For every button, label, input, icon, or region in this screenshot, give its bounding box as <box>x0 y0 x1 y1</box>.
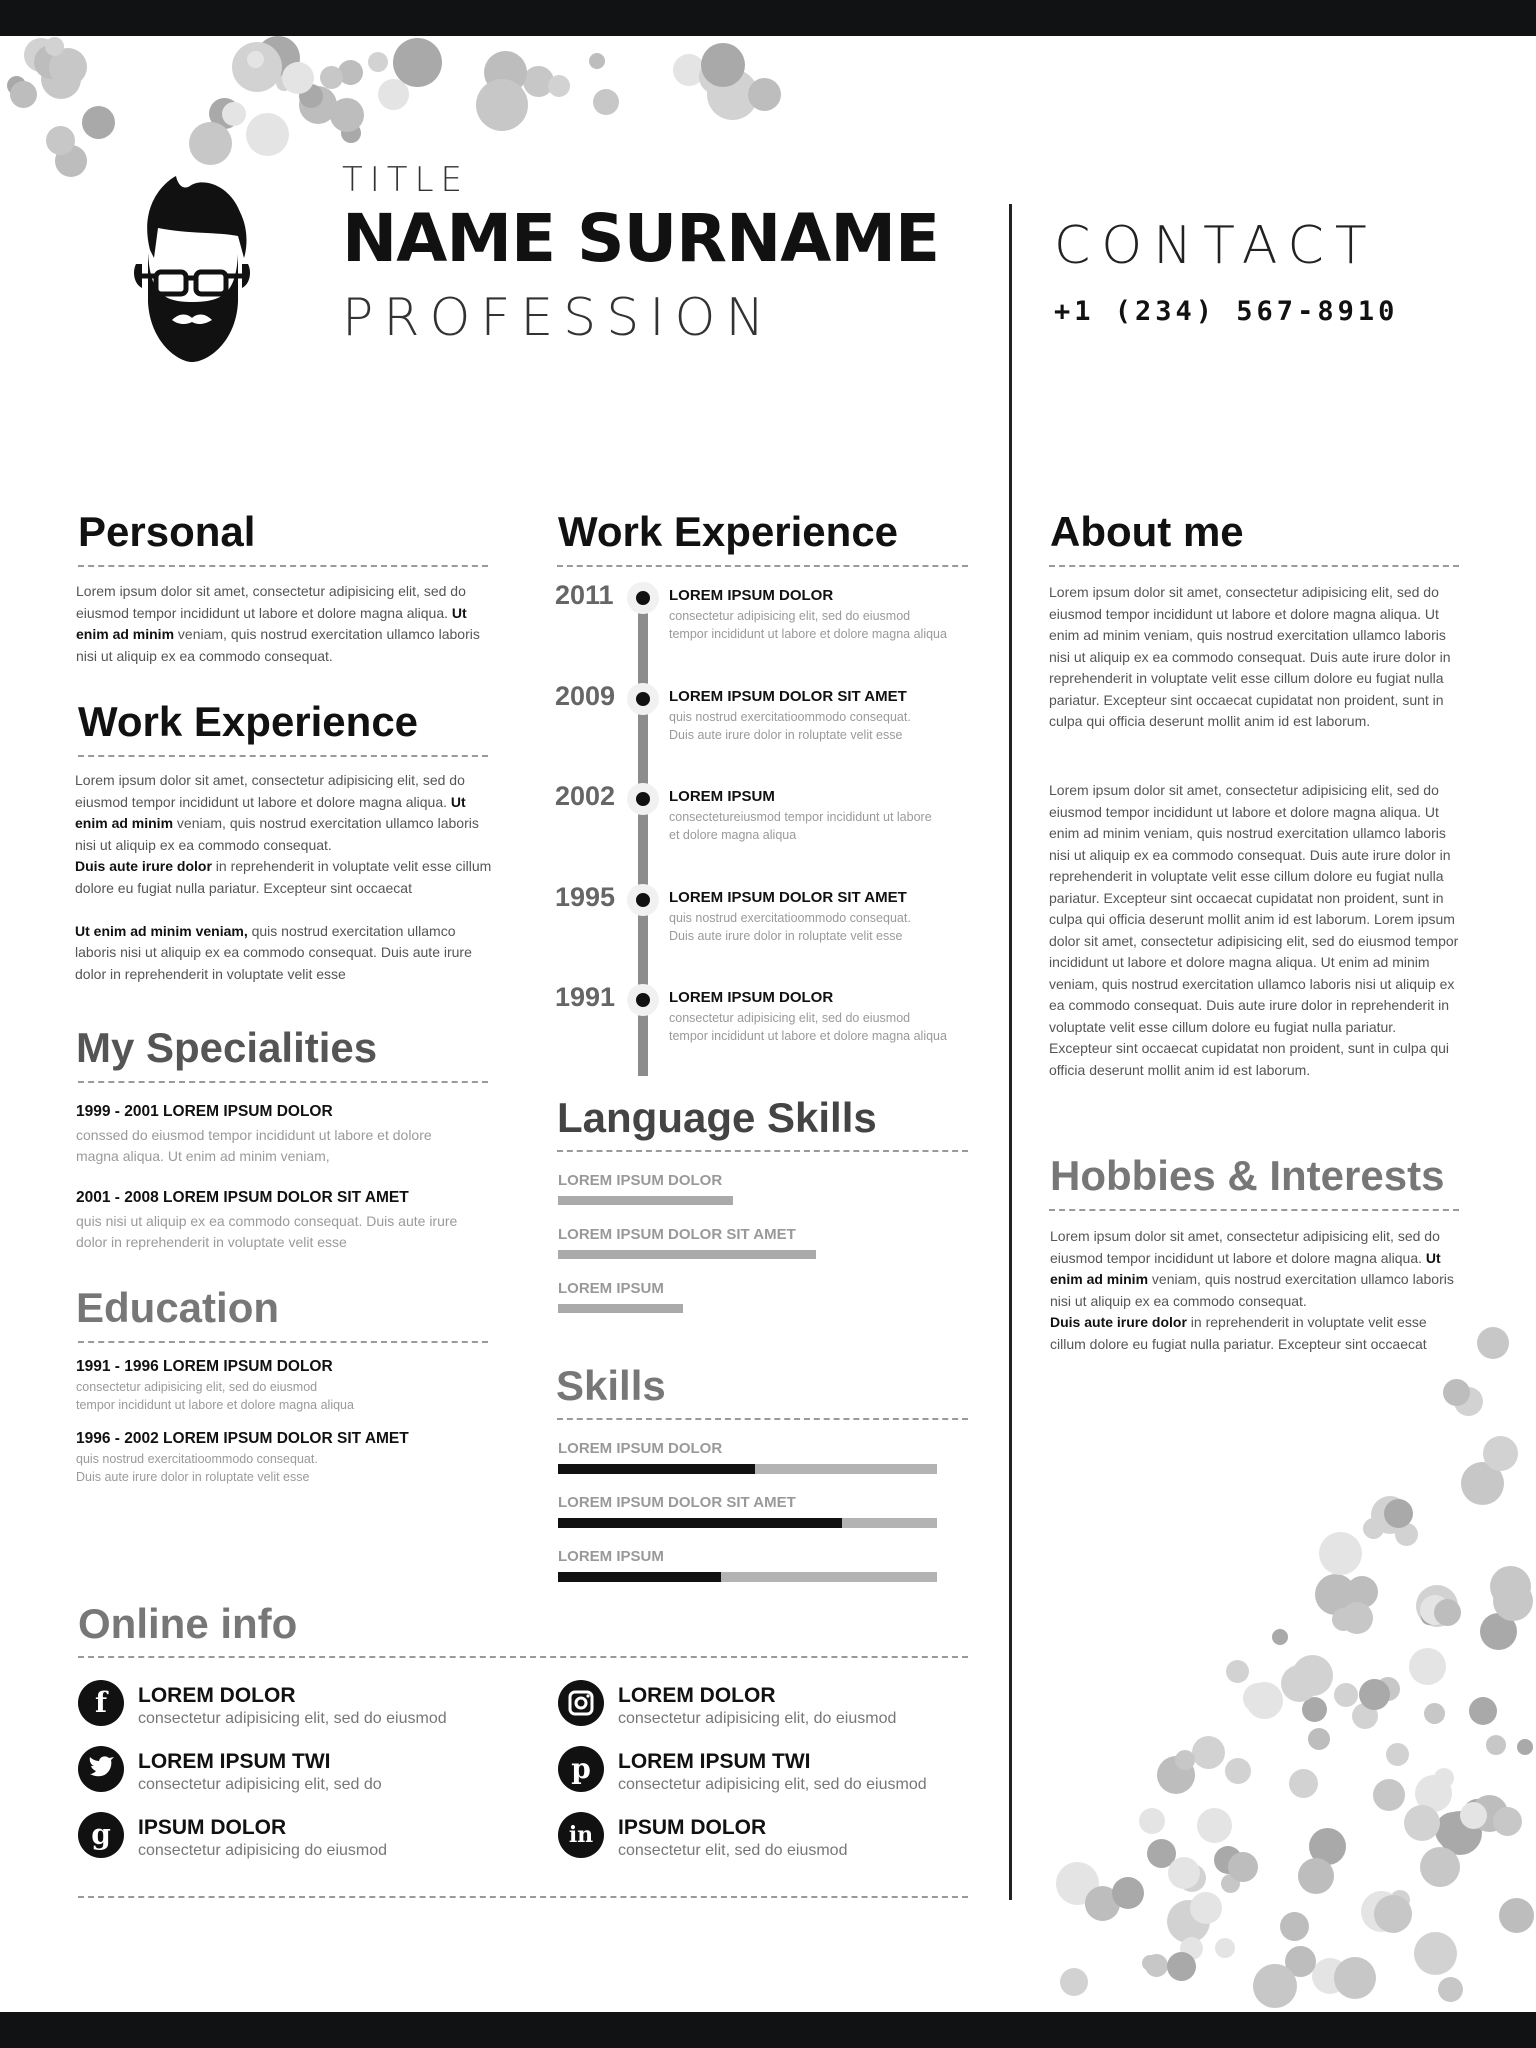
bubble <box>593 89 619 115</box>
bubble <box>1438 1977 1463 2002</box>
online-item-title: LOREM DOLOR <box>618 1684 776 1707</box>
work-experience-divider-left <box>78 755 488 757</box>
work-experience-divider <box>557 565 968 567</box>
google-plus-icon-glyph: g <box>91 1818 111 1851</box>
online-item-text: consectetur adipisicing elit, sed do <box>138 1776 382 1793</box>
skill-label: LOREM IPSUM <box>558 1548 664 1565</box>
online-info-divider <box>78 1656 968 1658</box>
bubble <box>1443 1379 1470 1406</box>
timeline-text: consectetur adipisicing elit, sed do eiusmod <box>669 609 911 623</box>
bubble <box>1292 1655 1333 1696</box>
facebook-icon <box>78 1680 124 1726</box>
bubble <box>1139 1808 1165 1834</box>
bubble <box>1167 1952 1196 1981</box>
timeline-dot <box>627 582 659 614</box>
speciality-text: conssed do eiusmod tempor incididunt ut labore et dolore magna aliqua. Ut enim ad minim veniam, <box>76 1127 432 1164</box>
bubble <box>1112 1877 1144 1909</box>
timeline-text: consectetureiusmod tempor incididunt ut labore <box>669 810 932 824</box>
bubble <box>1434 1599 1461 1626</box>
timeline-text: quis nostrud exercitatioommodo consequat. <box>669 710 911 724</box>
timeline-year: 1995 <box>555 882 616 912</box>
education-heading: Education <box>76 1284 280 1331</box>
speciality-title: 1999 - 2001 LOREM IPSUM DOLOR <box>76 1103 333 1120</box>
skill-fill <box>558 1572 721 1582</box>
bubble <box>1190 1892 1222 1924</box>
skill-fill <box>558 1518 842 1528</box>
online-item-title: LOREM IPSUM TWI <box>138 1750 331 1773</box>
personal-heading: Personal <box>78 508 256 555</box>
online-info-heading: Online info <box>78 1600 298 1647</box>
profession: PROFESSION <box>342 288 775 348</box>
skill-track <box>558 1518 937 1528</box>
bubble <box>548 75 570 97</box>
online-item-title: IPSUM DOLOR <box>138 1816 287 1839</box>
skill-fill <box>558 1464 755 1474</box>
bubble <box>1142 1955 1158 1971</box>
speciality-entry <box>76 1189 496 1253</box>
education-title: 1996 - 2002 LOREM IPSUM DOLOR SIT AMET <box>76 1430 409 1447</box>
work-experience-text-left: Lorem ipsum dolor sit amet, consectetur adipisicing elit, sed do eiusmod tempor incididunt ut labore et dolore magna aliqua. Ut enim ad minim veniam, quis nostrud exercitation ullamco laboris nisi ut aliquip ex ea commodo consequat. Duis aute irure dolor in reprehenderit in voluptate velit esse cillum dolore eu fugiat nulla pariatur. Excepteur sint occaecat Ut enim ad minim veniam, quis nostrud exercitation ullamco laboris nisi ut aliquip ex ea commodo consequat. Duis aute irure dolor in reprehenderit in voluptate velit esse <box>75 772 492 982</box>
bubble <box>1308 1728 1330 1750</box>
timeline-year: 2011 <box>555 580 614 610</box>
timeline-dot <box>627 683 659 715</box>
timeline-text: Duis aute irure dolor in roluptate velit esse <box>669 728 903 742</box>
timeline-text: Duis aute irure dolor in roluptate velit esse <box>669 929 903 943</box>
bubble <box>368 52 388 72</box>
online-item-text: consectetur adipisicing elit, sed do eiusmod <box>138 1710 447 1727</box>
bubble <box>1493 1581 1533 1621</box>
skills-heading: Skills <box>556 1362 666 1409</box>
about-paragraph: Lorem ipsum dolor sit amet, consectetur adipisicing elit, sed do eiusmod tempor incididunt ut labore et dolore magna aliqua. Ut enim ad minim veniam, quis nostrud exercitation ullamco laboris nisi ut aliquip ex ea commodo consequat. Duis aute irure dolor in reprehenderit in voluptate velit esse cillum dolore eu fugiat nulla pariatur. Excepteur sint occaecat cupidatat non proident, sunt in culpa qui officia deserunt mollit anim id est laborum. Lorem ipsum dolor sit amet, consectetur adipisicing elit, sed do eiusmod tempor incididunt ut labore et dolore magna aliqua. Ut enim ad minim veniam, quis nostrud exercitation ullamco laboris nisi ut aliquip ex ea commodo consequat. Duis aute irure dolor in reprehenderit in voluptate velit esse cillum dolore eu fugiat nulla pariatur. Excepteur sint occaecat cupidatat non proident, sunt in culpa qui officia deserunt mollit anim id est laborum. <box>1049 782 1459 1078</box>
bubble <box>701 43 745 87</box>
education-entry <box>76 1430 496 1486</box>
bubble <box>1298 1858 1334 1894</box>
pinterest-icon <box>558 1746 604 1792</box>
bubble <box>1374 1895 1412 1933</box>
bubble <box>1175 1750 1195 1770</box>
bubble <box>1386 1743 1409 1766</box>
bubble <box>1321 1540 1340 1559</box>
bubble <box>1253 1964 1297 2008</box>
google-plus-icon <box>78 1812 124 1858</box>
timeline-title: LOREM IPSUM DOLOR <box>669 587 834 604</box>
bubble <box>748 78 781 111</box>
speciality-text: quis nisi ut aliquip ex ea commodo consequat. Duis aute irure dolor in reprehenderit in voluptate velit esse <box>76 1213 458 1250</box>
education-divider <box>78 1341 488 1343</box>
education-line: consectetur adipisicing elit, sed do eiusmod <box>76 1380 318 1394</box>
language-skill-bar <box>558 1196 733 1205</box>
bubble <box>1483 1436 1518 1471</box>
skill-label: LOREM IPSUM DOLOR SIT AMET <box>558 1494 796 1511</box>
linkedin-icon <box>558 1812 604 1858</box>
bubble <box>1409 1648 1446 1685</box>
bubble <box>10 81 37 108</box>
bubble <box>189 122 232 165</box>
timeline-text: consectetur adipisicing elit, sed do eiusmod <box>669 1011 911 1025</box>
bubble <box>1404 1805 1440 1841</box>
bubble <box>1359 1679 1390 1710</box>
bubble <box>1517 1739 1533 1755</box>
online-item-title: IPSUM DOLOR <box>618 1816 767 1839</box>
language-skills-heading: Language Skills <box>557 1094 877 1141</box>
bubble <box>1192 1736 1225 1769</box>
education-line: Duis aute irure dolor in roluptate velit esse <box>76 1470 310 1484</box>
bubble <box>1272 1629 1288 1645</box>
contact-heading: CONTACT <box>1054 216 1378 276</box>
timeline-title: LOREM IPSUM <box>669 788 775 805</box>
skills-divider <box>557 1418 968 1420</box>
linkedin-icon-glyph: in <box>568 1822 594 1848</box>
bubble <box>1477 1327 1509 1359</box>
about-divider <box>1049 565 1459 567</box>
timeline-title: LOREM IPSUM DOLOR SIT AMET <box>669 688 907 705</box>
instagram-icon <box>558 1680 604 1726</box>
timeline-text: quis nostrud exercitatioommodo consequat. <box>669 911 911 925</box>
bubble <box>46 126 75 155</box>
skill-track <box>558 1464 937 1474</box>
work-experience-heading: Work Experience <box>558 508 899 555</box>
top-bar <box>0 0 1536 36</box>
pinterest-icon-glyph: p <box>571 1752 591 1785</box>
bubble <box>1215 1938 1235 1958</box>
bubble <box>1341 1602 1373 1634</box>
bubble <box>1197 1808 1232 1843</box>
bottom-bar <box>0 2012 1536 2048</box>
bubble <box>1363 1518 1384 1539</box>
bubble <box>589 53 605 69</box>
timeline-title: LOREM IPSUM DOLOR SIT AMET <box>669 889 907 906</box>
bubble <box>378 79 409 110</box>
bubble <box>222 102 246 126</box>
timeline-text: tempor incididunt ut labore et dolore magna aliqua <box>669 627 947 641</box>
online-item-text: consectetur elit, sed do eiusmod <box>618 1842 848 1859</box>
skill-track <box>558 1572 937 1582</box>
bubble <box>82 106 115 139</box>
bubble <box>1243 1683 1273 1713</box>
language-skill-label: LOREM IPSUM DOLOR <box>558 1172 723 1189</box>
online-item-text: consectetur adipisicing do eiusmod <box>138 1842 388 1859</box>
bubble <box>1373 1779 1405 1811</box>
skill-label: LOREM IPSUM DOLOR <box>558 1440 723 1457</box>
bubble <box>1060 1968 1088 1996</box>
timeline-year: 2009 <box>555 681 616 711</box>
language-skill-label: LOREM IPSUM DOLOR SIT AMET <box>558 1226 796 1243</box>
online-item-text: consectetur adipisicing elit, do eiusmod <box>618 1710 897 1727</box>
bubble <box>1280 1912 1309 1941</box>
bubble <box>1469 1697 1497 1725</box>
personal-text: Lorem ipsum dolor sit amet, consectetur adipisicing elit, sed do eiusmod tempor incididunt ut labore et dolore magna aliqua. Ut enim ad minim veniam, quis nostrud exercitation ullamco laboris nisi ut aliquip ex ea commodo consequat. <box>76 583 480 664</box>
bubble <box>1334 1683 1358 1707</box>
timeline-text: tempor incididunt ut labore et dolore magna aliqua <box>669 1029 947 1043</box>
language-skill-label: LOREM IPSUM <box>558 1280 664 1297</box>
bubble <box>1168 1857 1200 1889</box>
bubble <box>330 98 364 132</box>
bubble <box>1334 1957 1376 1999</box>
timeline-dot <box>627 984 659 1016</box>
bubble <box>1486 1735 1506 1755</box>
bubble <box>1289 1769 1318 1798</box>
bubble <box>320 66 343 89</box>
bubble <box>1384 1499 1413 1528</box>
language-skill-bar <box>558 1304 683 1313</box>
bubble <box>247 51 264 68</box>
facebook-icon-glyph: f <box>94 1686 108 1719</box>
bubble <box>1228 1852 1258 1882</box>
online-info-bottom-divider <box>78 1896 968 1898</box>
bubble <box>1424 1703 1445 1724</box>
education-title: 1991 - 1996 LOREM IPSUM DOLOR <box>76 1358 333 1375</box>
timeline-text: et dolore magna aliqua <box>669 828 797 842</box>
education-entry <box>76 1358 496 1414</box>
specialities-divider <box>78 1081 488 1083</box>
bubble <box>1416 1940 1435 1959</box>
online-item-title: LOREM DOLOR <box>138 1684 296 1707</box>
online-item-text: consectetur adipisicing elit, sed do eiusmod <box>618 1776 927 1793</box>
bubble <box>45 37 64 56</box>
contact-phone: +1 (234) 567-8910 <box>1054 296 1399 327</box>
bubble <box>476 79 528 131</box>
bubble <box>1226 1660 1249 1683</box>
name-surname: NAME SURNAME <box>342 200 940 277</box>
about-heading: About me <box>1050 508 1244 555</box>
language-skill-bar <box>558 1250 816 1259</box>
speciality-entry <box>76 1103 496 1167</box>
bubble <box>1499 1898 1534 1933</box>
online-item-title: LOREM IPSUM TWI <box>618 1750 811 1773</box>
specialities-heading: My Specialities <box>76 1024 378 1071</box>
bearded-man-glasses-icon <box>128 172 256 362</box>
timeline-year: 1991 <box>555 982 616 1012</box>
education-line: tempor incididunt ut labore et dolore magna aliqua <box>76 1398 354 1412</box>
title-label: TITLE <box>342 160 469 200</box>
personal-divider <box>78 565 488 567</box>
about-paragraph: Lorem ipsum dolor sit amet, consectetur adipisicing elit, sed do eiusmod tempor incididunt ut labore et dolore magna aliqua. Ut enim ad minim veniam, quis nostrud exercitation ullamco laboris nisi ut aliquip ex ea commodo consequat. Duis aute irure dolor in reprehenderit in voluptate velit esse cillum dolore eu fugiat nulla pariatur. Excepteur sint occaecat cupidatat non proident, sunt in culpa qui officia deserunt mollit anim id est laborum. <box>1049 584 1451 729</box>
vertical-divider <box>1009 204 1012 1900</box>
bubble <box>1460 1802 1487 1829</box>
twitter-bird-icon <box>78 1746 124 1792</box>
language-skills-divider <box>557 1150 968 1152</box>
timeline-year: 2002 <box>555 781 616 811</box>
timeline-dot <box>627 884 659 916</box>
speciality-title: 2001 - 2008 LOREM IPSUM DOLOR SIT AMET <box>76 1189 409 1206</box>
timeline-dot <box>627 783 659 815</box>
hobbies-text: Lorem ipsum dolor sit amet, consectetur adipisicing elit, sed do eiusmod tempor incididunt ut labore et dolore magna aliqua. Ut enim ad minim veniam, quis nostrud exercitation ullamco laboris nisi ut aliquip ex ea commodo consequat. Duis aute irure dolor in reprehenderit in voluptate velit esse cillum dolore eu fugiat nulla pariatur. Excepteur sint occaecat <box>1050 1228 1454 1352</box>
bubble <box>1493 1807 1522 1836</box>
timeline-title: LOREM IPSUM DOLOR <box>669 989 834 1006</box>
bubble <box>282 62 314 94</box>
bubble <box>246 113 289 156</box>
hobbies-heading: Hobbies & Interests <box>1050 1152 1445 1199</box>
bubble <box>1225 1758 1251 1784</box>
hobbies-divider <box>1049 1209 1459 1211</box>
bubble <box>1420 1847 1460 1887</box>
work-experience-heading-left: Work Experience <box>78 698 419 745</box>
education-line: quis nostrud exercitatioommodo consequat. <box>76 1452 318 1466</box>
